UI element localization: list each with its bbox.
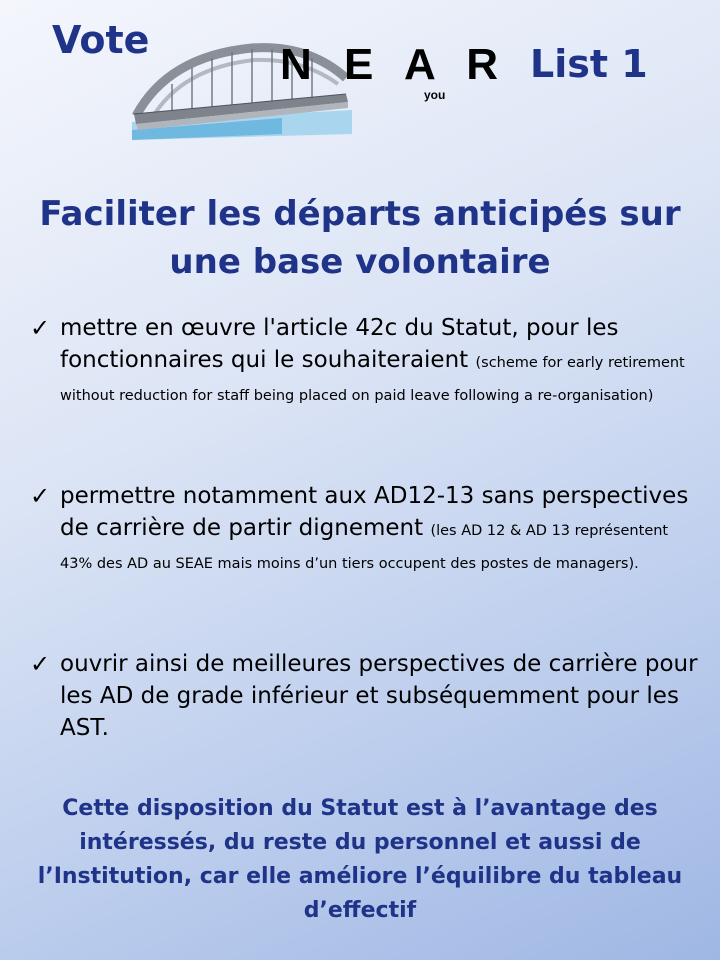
checkmark-icon: ✓ [30,482,51,510]
item-text: mettre en œuvre l'article 42c du Statut, pour les fonctionnaires qui le souhaiteraient [60,315,619,373]
item-text: ouvrir ainsi de meilleures perspectives de carrière pour les AD de grade inférieur et subséquemment pour les AST. [60,651,698,741]
list-item [30,480,702,578]
page-title: Faciliter les départs anticipés sur une base volontaire [39,194,681,282]
logo-wordmark: N E A R [280,40,509,89]
item-note: (les AD 12 & AD 13 représentent 43% des AD au SEAE mais moins d’un tiers occupent des postes de managers). [60,523,669,572]
list-label: List 1 [530,42,648,86]
checkmark-icon: ✓ [30,314,51,342]
checkmark-icon: ✓ [30,650,51,678]
vote-label: Vote [52,18,150,62]
list-item [30,648,702,744]
list-item [30,312,702,410]
item-note: (scheme for early retirement without reduction for staff being placed on paid leave following a re-organisation) [60,355,685,404]
item-text: permettre notamment aux AD12-13 sans perspectives de carrière de partir dignement [60,483,689,541]
logo-subtitle: you [424,88,446,102]
footer-statement: Cette disposition du Statut est à l’avantage des intéressés, du reste du personnel et aussi de l’Institution, car elle améliore l’équilibre du tableau d’effectif [37,796,683,923]
